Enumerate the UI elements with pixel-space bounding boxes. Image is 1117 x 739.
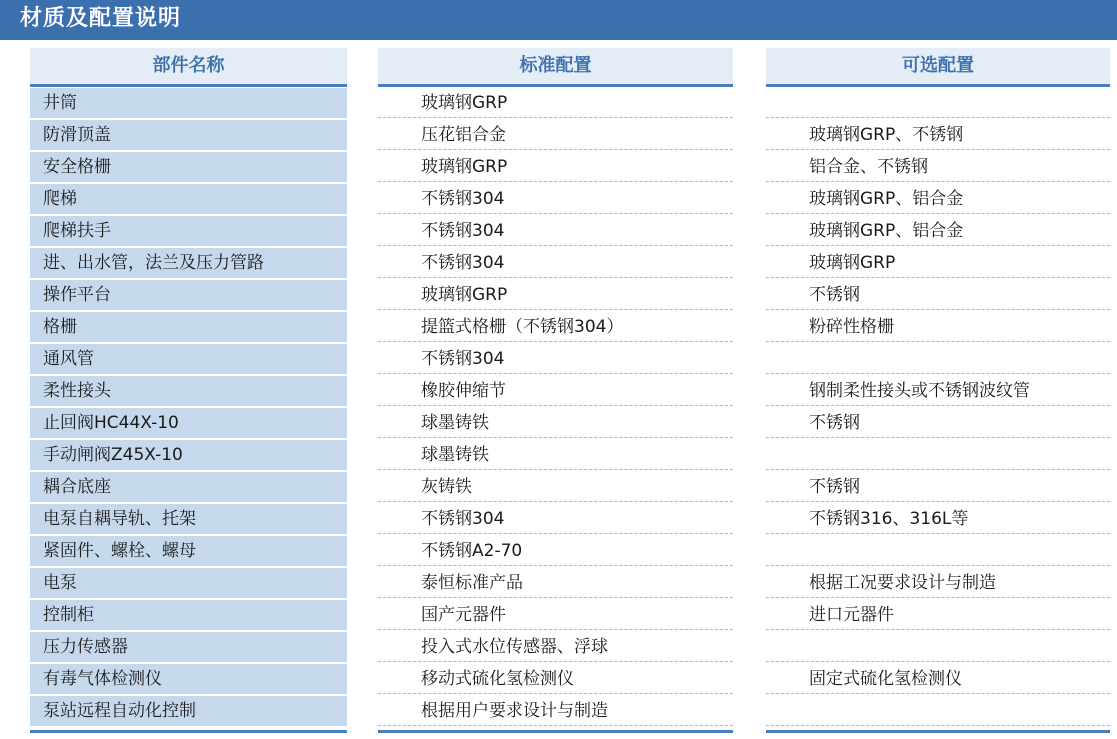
column-header-part: 部件名称 — [30, 48, 347, 84]
row-standard-config: 球墨铸铁 — [378, 408, 733, 438]
header-rule — [378, 84, 733, 87]
row-optional-config: 钢制柔性接头或不锈钢波纹管 — [766, 376, 1110, 406]
row-standard-config: 投入式水位传感器、浮球 — [378, 632, 733, 662]
row-standard-config: 不锈钢304 — [378, 248, 733, 278]
row-part-name: 电泵 — [30, 568, 347, 598]
row-optional-config: 进口元器件 — [766, 600, 1110, 630]
row-standard-config: 移动式硫化氢检测仪 — [378, 664, 733, 694]
row-standard-config: 国产元器件 — [378, 600, 733, 630]
row-part-name: 井筒 — [30, 88, 347, 118]
row-standard-config: 不锈钢304 — [378, 216, 733, 246]
row-standard-config: 玻璃钢GRP — [378, 152, 733, 182]
row-standard-config: 玻璃钢GRP — [378, 88, 733, 118]
header-rule — [30, 84, 347, 87]
row-part-name: 控制柜 — [30, 600, 347, 630]
row-optional-config — [766, 696, 1110, 726]
row-part-name: 通风管 — [30, 344, 347, 374]
row-optional-config: 粉碎性格栅 — [766, 312, 1110, 342]
header-rule — [766, 84, 1110, 87]
row-standard-config: 泰恒标准产品 — [378, 568, 733, 598]
row-optional-config: 玻璃钢GRP — [766, 248, 1110, 278]
row-standard-config: 橡胶伸缩节 — [378, 376, 733, 406]
row-part-name: 止回阀HC44X-10 — [30, 408, 347, 438]
row-optional-config: 不锈钢 — [766, 280, 1110, 310]
row-part-name: 泵站远程自动化控制 — [30, 696, 347, 726]
row-optional-config — [766, 536, 1110, 566]
row-part-name: 防滑顶盖 — [30, 120, 347, 150]
row-standard-config: 灰铸铁 — [378, 472, 733, 502]
footer-rule — [766, 730, 1110, 733]
row-optional-config: 玻璃钢GRP、不锈钢 — [766, 120, 1110, 150]
row-part-name: 爬梯扶手 — [30, 216, 347, 246]
row-optional-config — [766, 88, 1110, 118]
row-optional-config: 不锈钢 — [766, 408, 1110, 438]
row-standard-config: 不锈钢304 — [378, 184, 733, 214]
row-optional-config — [766, 632, 1110, 662]
row-part-name: 柔性接头 — [30, 376, 347, 406]
row-optional-config: 不锈钢 — [766, 472, 1110, 502]
row-part-name: 爬梯 — [30, 184, 347, 214]
footer-rule — [30, 730, 347, 733]
footer-rule — [378, 730, 733, 733]
row-optional-config: 玻璃钢GRP、铝合金 — [766, 184, 1110, 214]
row-standard-config: 不锈钢304 — [378, 344, 733, 374]
row-part-name: 压力传感器 — [30, 632, 347, 662]
row-part-name: 进、出水管，法兰及压力管路 — [30, 248, 347, 278]
row-optional-config — [766, 440, 1110, 470]
row-standard-config: 玻璃钢GRP — [378, 280, 733, 310]
row-standard-config: 不锈钢304 — [378, 504, 733, 534]
title-banner — [0, 0, 1117, 40]
row-part-name: 耦合底座 — [30, 472, 347, 502]
row-part-name: 有毒气体检测仪 — [30, 664, 347, 694]
row-optional-config: 根据工况要求设计与制造 — [766, 568, 1110, 598]
row-optional-config: 玻璃钢GRP、铝合金 — [766, 216, 1110, 246]
row-standard-config: 球墨铸铁 — [378, 440, 733, 470]
row-part-name: 紧固件、螺栓、螺母 — [30, 536, 347, 566]
row-standard-config: 根据用户要求设计与制造 — [378, 696, 733, 726]
row-optional-config: 不锈钢316、316L等 — [766, 504, 1110, 534]
row-optional-config: 铝合金、不锈钢 — [766, 152, 1110, 182]
row-standard-config: 提篮式格栅（不锈钢304） — [378, 312, 733, 342]
row-part-name: 安全格栅 — [30, 152, 347, 182]
row-part-name: 电泵自耦导轨、托架 — [30, 504, 347, 534]
row-standard-config: 压花铝合金 — [378, 120, 733, 150]
row-optional-config — [766, 344, 1110, 374]
page-title: 材质及配置说明 — [20, 6, 182, 31]
row-optional-config: 固定式硫化氢检测仪 — [766, 664, 1110, 694]
column-header-optional: 可选配置 — [766, 48, 1110, 84]
row-part-name: 格栅 — [30, 312, 347, 342]
row-part-name: 操作平台 — [30, 280, 347, 310]
row-part-name: 手动闸阀Z45X-10 — [30, 440, 347, 470]
row-standard-config: 不锈钢A2-70 — [378, 536, 733, 566]
column-header-standard: 标准配置 — [378, 48, 733, 84]
